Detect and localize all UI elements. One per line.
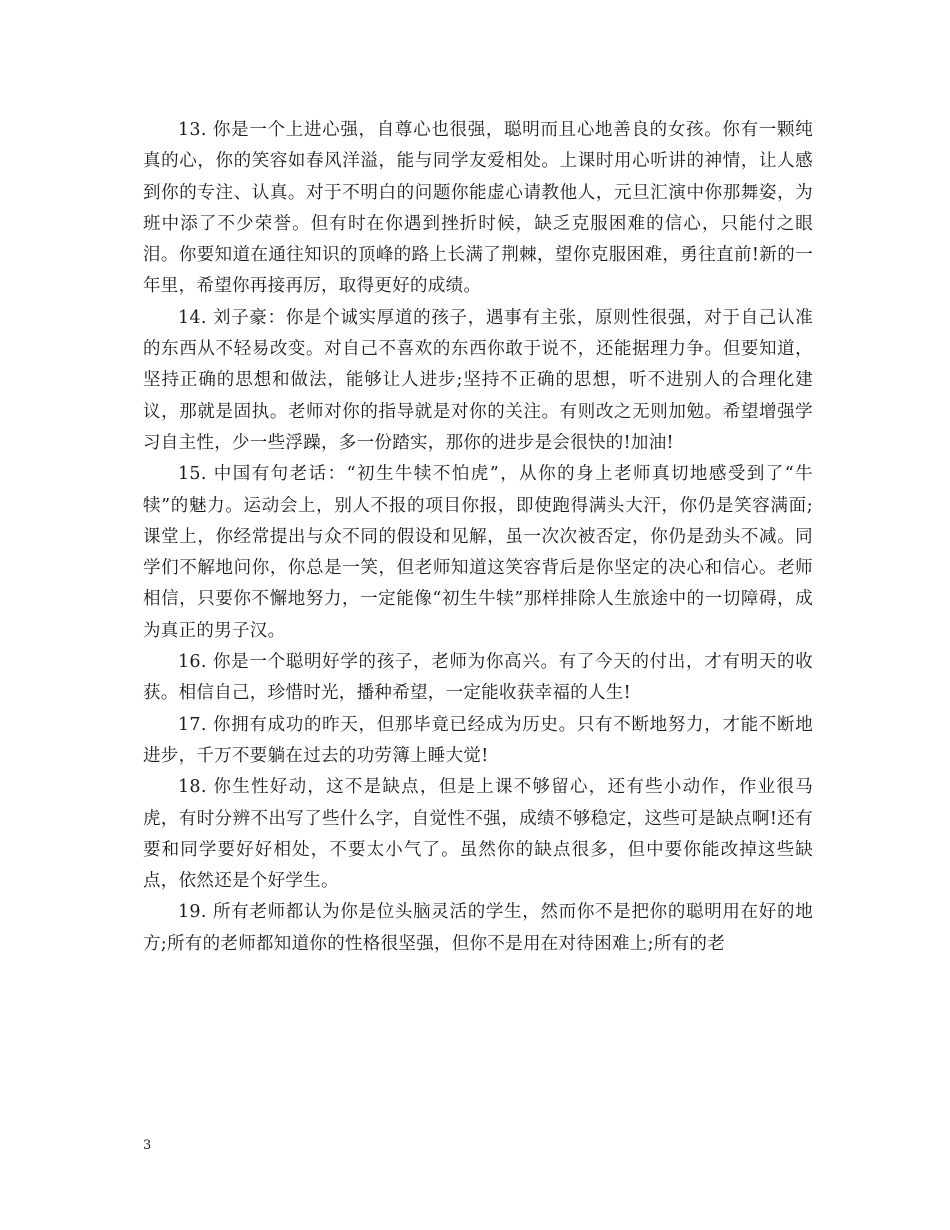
page-number: 3 [143, 1138, 152, 1153]
paragraph-19: 19. 所有老师都认为你是位头脑灵活的学生，然而你不是把你的聪明用在好的地方;所有的老师都知道你的性格很坚强，但你不是用在对待困难上;所有的老 [143, 902, 813, 954]
paragraph-15: 15. 中国有句老话：“初生牛犊不怕虎”，从你的身上老师真切地感受到了“牛犊”的魅力。运动会上，别人不报的项目你报，即使跑得满头大汗，你仍是笑容满面;课堂上，你经常提出与众不同的假设和见解，虽一次次被否定，你仍是劲头不减。同学们不解地问你，你总是一笑，但老师知道这笑容背后是你坚定的决心和信心。老师相信，只要你不懈地努力，一定能像“初生牛犊”那样排除人生旅途中的一切障碍，成为真正的男子汉。 [143, 464, 813, 641]
document-body [143, 115, 813, 960]
paragraph-16: 16. 你是一个聪明好学的孩子，老师为你高兴。有了今天的付出，才有明天的收获。相信自己，珍惜时光，播种希望，一定能收获幸福的人生! [143, 652, 813, 704]
paragraph-17: 17. 你拥有成功的昨天，但那毕竟已经成为历史。只有不断地努力，才能不断地进步，千万不要躺在过去的功劳簿上睡大觉! [143, 714, 813, 766]
paragraph-13: 13. 你是一个上进心强，自尊心也很强，聪明而且心地善良的女孩。你有一颗纯真的心，你的笑容如春风洋溢，能与同学友爱相处。上课时用心听讲的神情，让人感到你的专注、认真。对于不明白的问题你能虚心请教他人，元旦汇演中你那舞姿，为班中添了不少荣誉。但有时在你遇到挫折时候，缺乏克服困难的信心，只能付之眼泪。你要知道在通往知识的顶峰的路上长满了荆棘，望你克服困难，勇往直前!新的一年里，希望你再接再厉，取得更好的成绩。 [143, 120, 813, 297]
paragraph-18: 18. 你生性好动，这不是缺点，但是上课不够留心，还有些小动作，作业很马虎，有时分辨不出写了些什么字，自觉性不强，成绩不够稳定，这些可是缺点啊!还有要和同学要好好相处，不要太小气了。虽然你的缺点很多，但中要你能改掉这些缺点，依然还是个好学生。 [143, 777, 813, 892]
paragraph-14: 14. 刘子豪：你是个诚实厚道的孩子，遇事有主张，原则性很强，对于自己认准的东西从不轻易改变。对自己不喜欢的东西你敢于说不，还能据理力争。但要知道，坚持正确的思想和做法，能够让人进步;坚持不正确的思想，听不进别人的合理化建议，那就是固执。老师对你的指导就是对你的关注。有则改之无则加勉。希望增强学习自主性，少一些浮躁，多一份踏实，那你的进步是会很快的!加油! [143, 307, 813, 453]
